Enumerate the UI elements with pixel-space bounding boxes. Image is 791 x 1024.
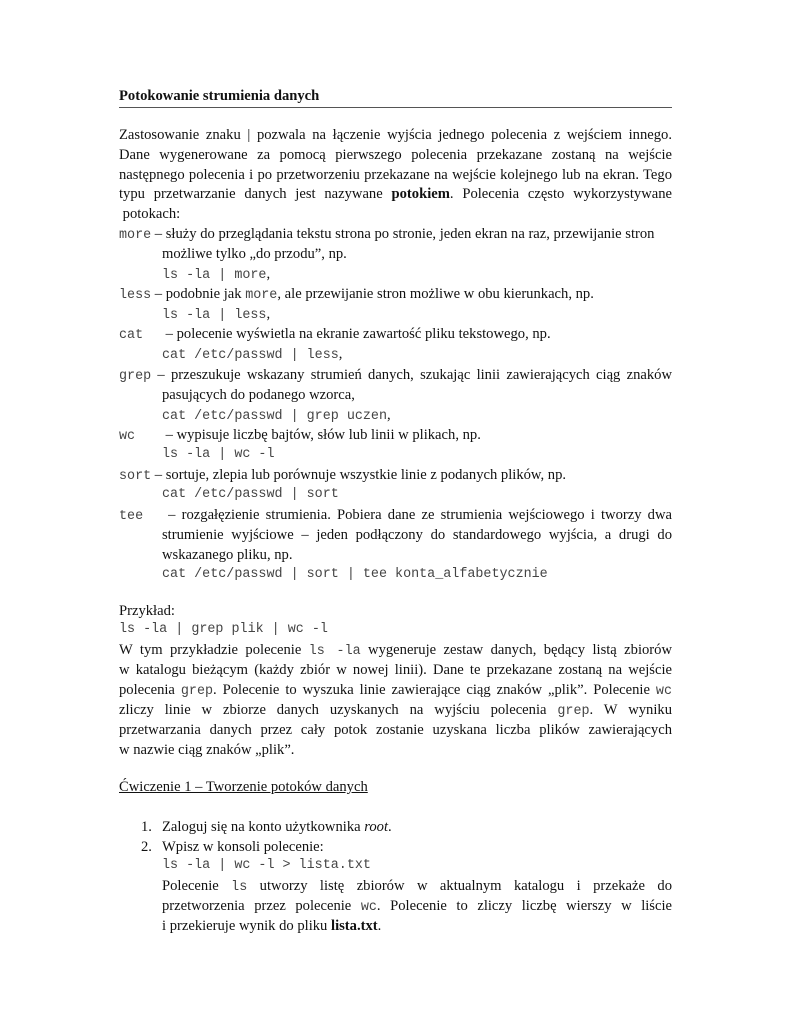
inline-code: more — [245, 288, 278, 303]
example-suffix: , — [266, 306, 271, 322]
cmd-more-example — [162, 264, 270, 286]
cmd-desc: – rozgałęzienie strumienia. Pobiera dane ze strumienia wejściowego i tworzy dwa — [162, 507, 672, 523]
intro-line-1: Zastosowanie znaku | pozwala na łączenie wyjścia jednego polecenia z wejściem innego. — [119, 127, 672, 143]
cmd-cat-example — [162, 344, 342, 366]
intro-line-5: potokach: — [119, 206, 181, 222]
intro-line-4 — [119, 184, 672, 204]
cmd-name-wc: wc — [119, 429, 136, 444]
inline-code: grep — [557, 704, 590, 719]
cmd-tee-desc3: wskazanego pliku, np. — [162, 547, 293, 563]
example-para-line-6: w nazwie ciąg znaków „plik”. — [119, 742, 295, 758]
example-para-line-5: przetwarzania danych przez cały potok zostanie uzyskana liczba plików zawierających — [119, 722, 672, 738]
cmd-less-line — [119, 284, 594, 306]
cmd-more-desc2: możliwe tylko „do przodu”, np. — [162, 246, 347, 262]
para-text: . Polecenie to wyszuka linie zawierające ciąg znaków „plik”. Polecenie — [213, 682, 656, 698]
desc-text: . Polecenie to zliczy liczbę wierszy w liście — [376, 898, 672, 914]
desc-text: i przekieruje wynik do pliku — [162, 918, 332, 934]
cmd-tee-desc2: strumienie wyjściowe – jeden podłączony do standardowego wyjścia, a drugi do — [162, 527, 672, 543]
inline-code: grep — [180, 684, 214, 699]
cmd-tee-example: cat /etc/passwd | sort | tee konta_alfabetycznie — [162, 567, 548, 582]
example-para-line-4 — [119, 700, 672, 722]
example-suffix: , — [387, 407, 391, 423]
file-name: lista.txt — [331, 918, 378, 934]
cmd-name-cat: cat — [119, 328, 144, 343]
inline-code: wc — [655, 684, 672, 699]
cmd-wc-line — [119, 425, 481, 447]
step-2-text: Wpisz w konsoli polecenie: — [162, 839, 324, 855]
desc-text: przetworzenia przez polecenie — [162, 898, 361, 914]
cmd-more-line — [119, 224, 654, 246]
cmd-sort-example: cat /etc/passwd | sort — [162, 487, 339, 502]
intro-line-3: następnego polecenia i po przetworzeniu przekazane na wejście kolejnego lub na ekran. Tego — [119, 167, 672, 183]
step-text-end: . — [388, 819, 392, 835]
para-text: zliczy linie w zbiorze danych uzyskanych na wyjściu polecenia — [119, 702, 558, 718]
example-suffix: , — [338, 346, 343, 362]
cmd-desc: – polecenie wyświetla na ekranie zawartość pliku tekstowego, np. — [162, 326, 551, 342]
desc-text-end: . — [377, 918, 382, 934]
example-command: ls -la | grep plik | wc -l — [119, 622, 328, 637]
cmd-desc: – służy do przeglądania tekstu strona po stronie, jeden ekran na raz, przewijanie stron — [151, 226, 655, 242]
step-2-desc-line-2 — [162, 896, 672, 918]
cmd-cat-line — [119, 324, 551, 346]
example-code: ls -la | less — [162, 308, 267, 323]
cmd-less-example — [162, 304, 270, 326]
step-user: root — [364, 819, 389, 835]
intro-line-2: Dane wygenerowane za pomocą pierwszego polecenia przekazane zostaną na wejście — [119, 147, 672, 163]
step-2-desc-line-3 — [162, 916, 381, 936]
cmd-name-sort: sort — [119, 469, 152, 484]
para-text: polecenia — [119, 682, 181, 698]
example-suffix: , — [266, 266, 271, 282]
example-code: cat /etc/passwd | less — [162, 348, 339, 363]
intro-text: . Polecenia często wykorzystywane — [449, 186, 673, 202]
inline-code: ls — [231, 880, 248, 895]
step-1-number: 1. — [141, 819, 152, 835]
exercise-heading: Ćwiczenie 1 – Tworzenie potoków danych — [119, 779, 368, 795]
cmd-name-less: less — [119, 288, 152, 303]
intro-bold-term: potokiem — [391, 186, 450, 202]
example-code: ls -la | more — [162, 268, 267, 283]
inline-code: wc — [360, 900, 377, 915]
step-2-number: 2. — [141, 839, 152, 855]
step-2-command: ls -la | wc -l > lista.txt — [162, 858, 371, 873]
cmd-sort-line — [119, 465, 566, 487]
para-text: . W wyniku — [589, 702, 672, 718]
example-para-line-3 — [119, 680, 672, 702]
cmd-name-grep: grep — [119, 369, 152, 384]
example-para-line-1 — [119, 640, 672, 662]
intro-text: typu przetwarzanie danych jest nazywane — [119, 186, 392, 202]
example-label: Przykład: — [119, 603, 175, 619]
example-para-line-2: w katalogu bieżącym (każdy zbiór w nowej linii). Dane te przekazane zostaną na wejście — [119, 662, 672, 678]
cmd-desc: – wypisuje liczbę bajtów, słów lub linii w plikach, np. — [162, 427, 481, 443]
cmd-name-tee: tee — [119, 509, 144, 524]
cmd-name-more: more — [119, 228, 152, 243]
cmd-desc: – podobnie jak — [151, 286, 246, 302]
page-title: Potokowanie strumienia danych — [119, 88, 320, 104]
cmd-grep-desc2: pasujących do podanego wzorca, — [162, 387, 355, 403]
cmd-grep-line — [119, 365, 672, 387]
cmd-wc-example: ls -la | wc -l — [162, 447, 275, 462]
cmd-desc: – przeszukuje wskazany strumień danych, szukając linii zawierających ciąg znaków — [151, 367, 672, 383]
cmd-grep-example — [162, 405, 391, 427]
step-1-text — [162, 817, 392, 837]
desc-text: utworzy listę zbiorów w aktualnym katalogu i przekaże do — [247, 878, 672, 894]
desc-text: Polecenie — [162, 878, 232, 894]
example-code: cat /etc/passwd | grep uczen — [162, 409, 387, 424]
step-text: Zaloguj się na konto użytkownika — [162, 819, 365, 835]
para-text: W tym przykładzie polecenie — [119, 642, 309, 658]
cmd-tee-line — [119, 505, 672, 527]
para-text: wygeneruje zestaw danych, będący listą zbiorów — [360, 642, 672, 658]
inline-code: ls -la — [308, 644, 361, 659]
title-underline — [119, 107, 672, 108]
cmd-desc: , ale przewijanie stron możliwe w obu kierunkach, np. — [277, 286, 594, 302]
step-2-desc-line-1 — [162, 876, 672, 898]
cmd-desc: – sortuje, zlepia lub porównuje wszystkie linie z podanych plików, np. — [151, 467, 567, 483]
